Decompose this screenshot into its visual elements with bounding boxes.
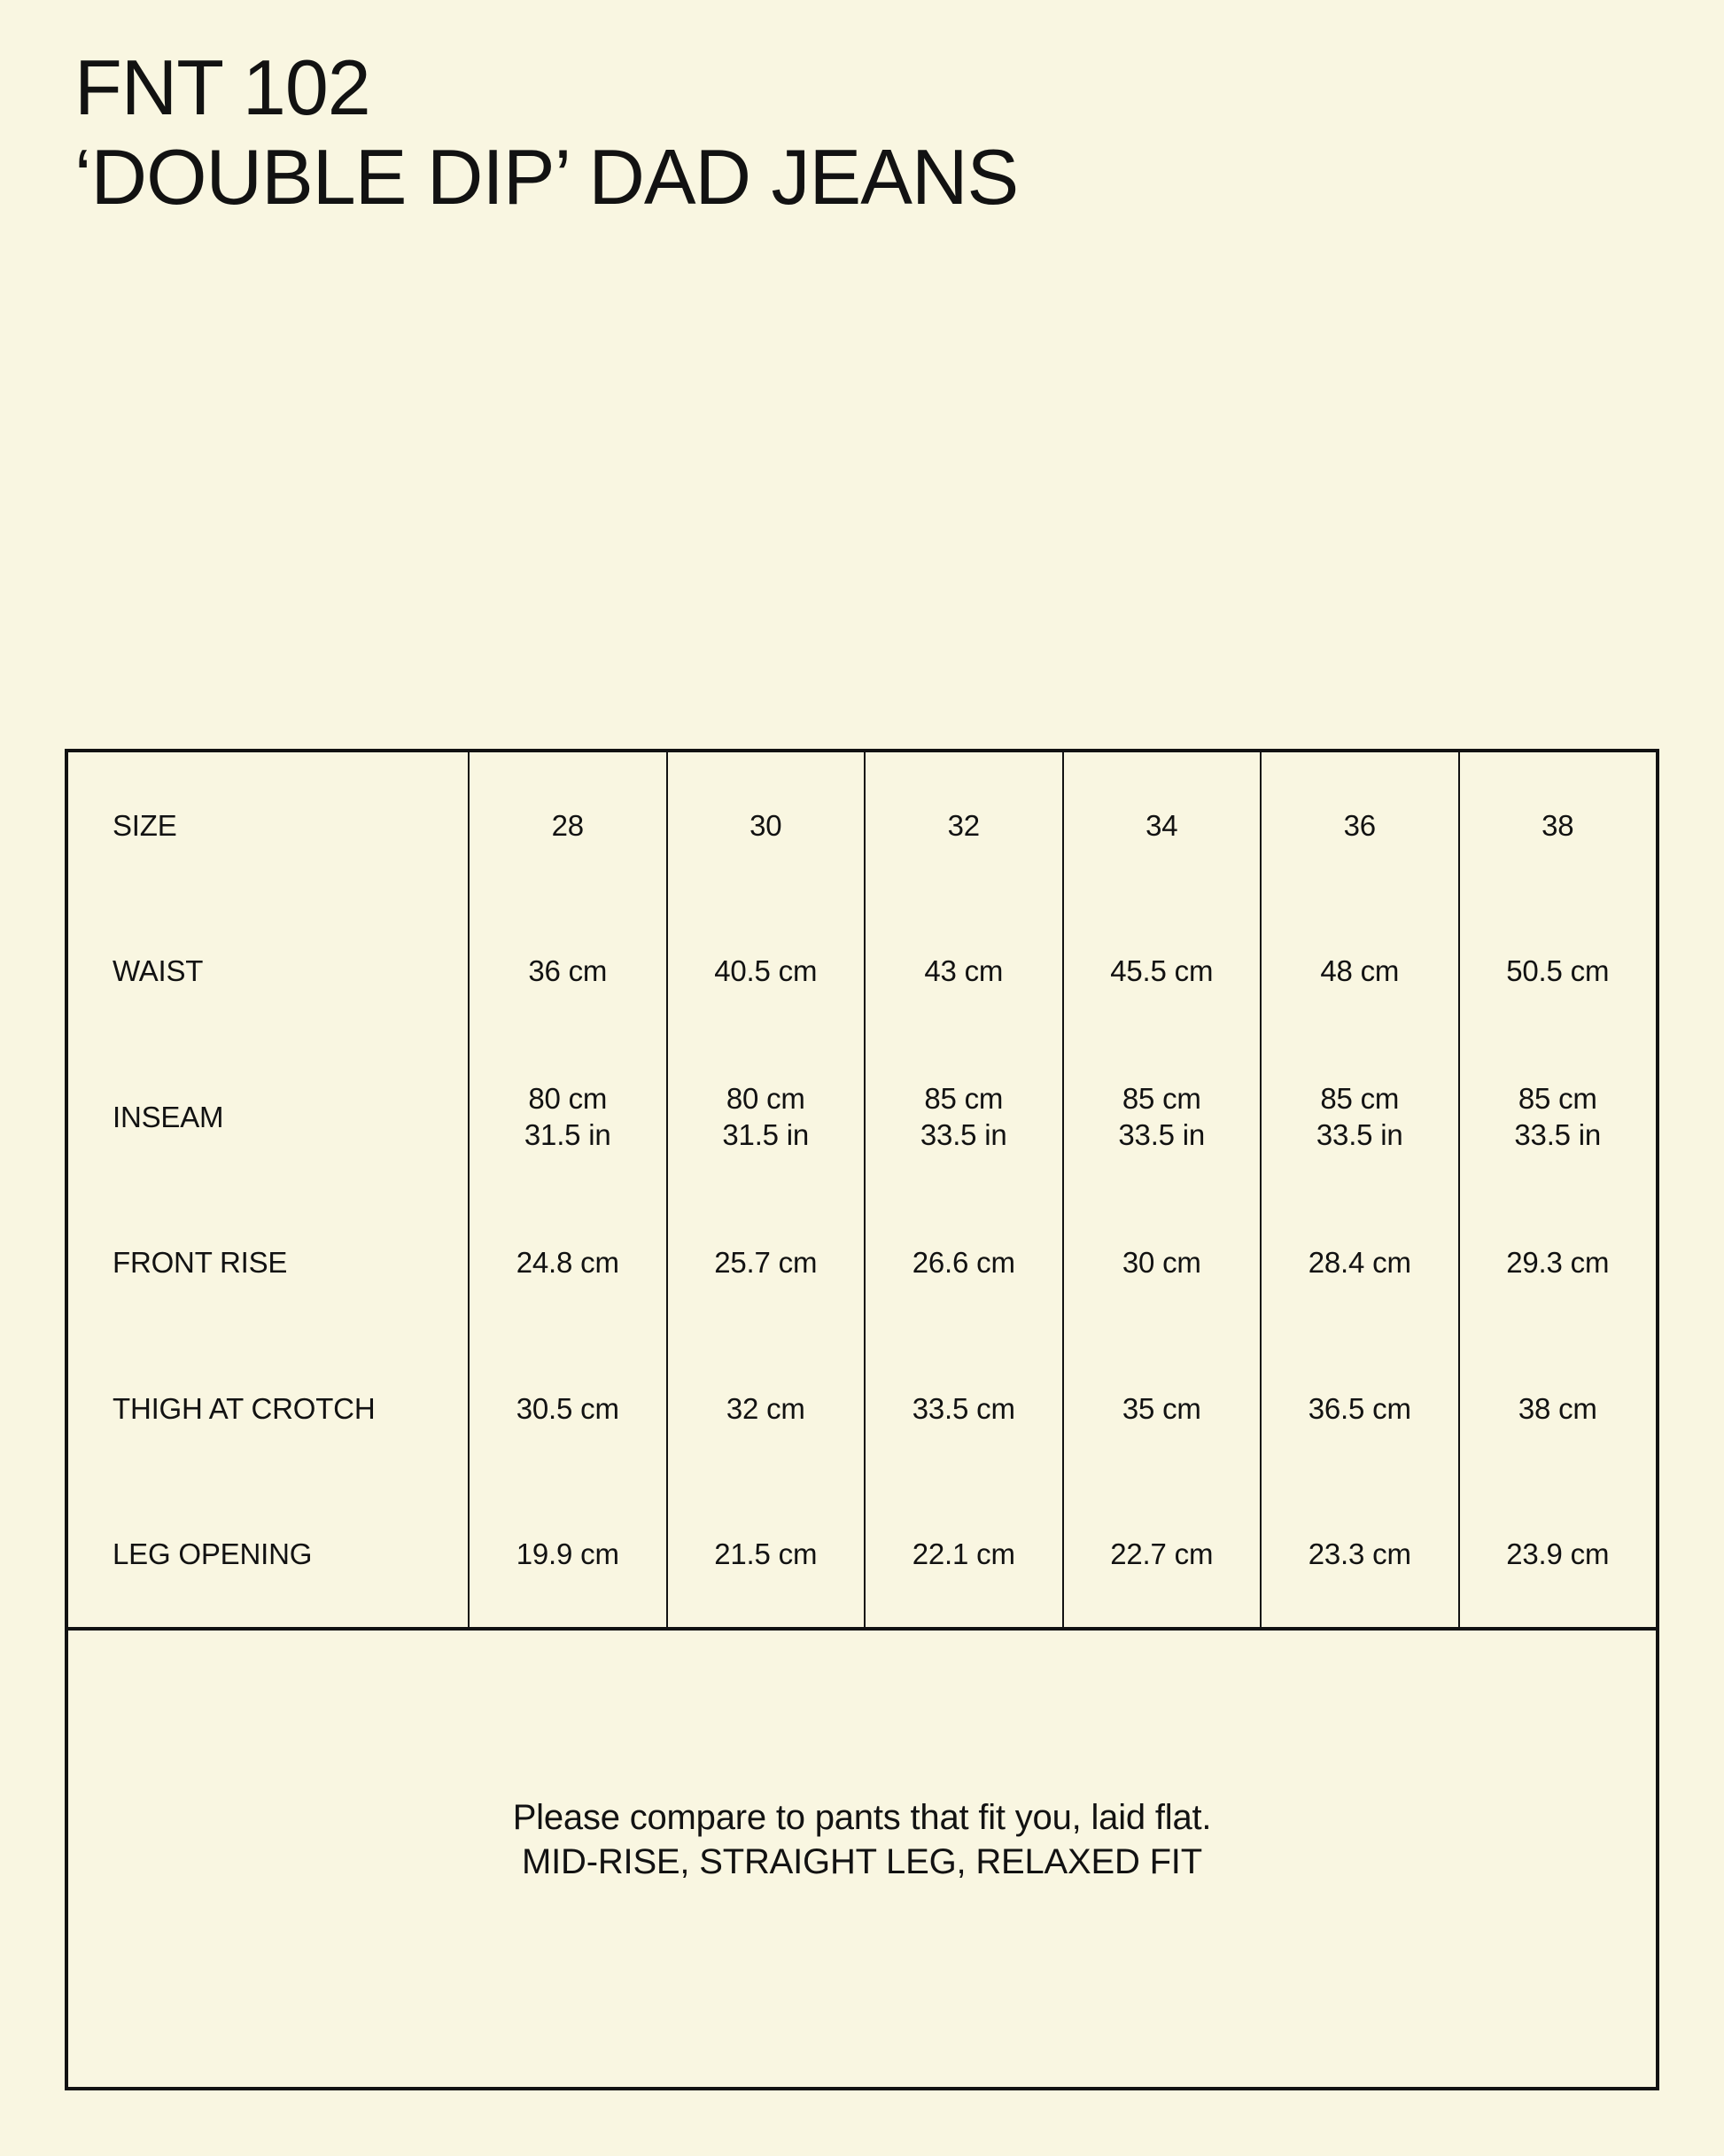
row-label-text: THIGH AT CROTCH xyxy=(113,1391,376,1425)
table-cell xyxy=(1458,1335,1657,1482)
row-label-front-rise xyxy=(68,1190,468,1336)
table-cell xyxy=(666,1335,865,1482)
row-label-text: FRONT RISE xyxy=(113,1246,288,1280)
table-cell xyxy=(666,1190,865,1336)
cell-value: 36 xyxy=(1343,808,1376,842)
table-cell xyxy=(666,752,865,899)
cell-value: 22.1 cm xyxy=(912,1537,1015,1571)
table-row-inseam xyxy=(68,1044,1656,1190)
table-cell xyxy=(1062,899,1261,1045)
table-cell xyxy=(468,1044,666,1190)
cell-value: 32 cm xyxy=(726,1391,805,1425)
row-label-text: WAIST xyxy=(113,954,204,988)
cell-value: 28.4 cm xyxy=(1308,1246,1411,1280)
cell-value: 48 cm xyxy=(1320,954,1400,988)
table-cell xyxy=(864,899,1062,1045)
cell-value: 21.5 cm xyxy=(714,1537,818,1571)
cell-value: 30 xyxy=(749,808,782,842)
table-cell xyxy=(468,1482,666,1628)
table-cell xyxy=(1062,1190,1261,1336)
row-label-size xyxy=(68,752,468,899)
cell-value: 36 cm xyxy=(528,954,608,988)
size-chart-table xyxy=(65,749,1659,2090)
table-cell xyxy=(1260,752,1458,899)
fit-note-box xyxy=(68,1631,1656,2087)
table-cell xyxy=(666,1044,865,1190)
cell-value-cm: 80 cm xyxy=(726,1082,805,1116)
fit-note-line1: Please compare to pants that fit you, laid flat. xyxy=(512,1797,1212,1837)
fit-note-line2: MID-RISE, STRAIGHT LEG, RELAXED FIT xyxy=(522,1841,1202,1881)
table-cell xyxy=(468,899,666,1045)
cell-value-in: 33.5 in xyxy=(920,1118,1007,1152)
table-cell xyxy=(1458,1044,1657,1190)
cell-value-in: 31.5 in xyxy=(524,1118,611,1152)
table-cell xyxy=(666,899,865,1045)
size-chart-grid xyxy=(68,752,1656,1631)
row-label-waist xyxy=(68,899,468,1045)
table-cell xyxy=(864,752,1062,899)
table-cell xyxy=(1260,1044,1458,1190)
table-cell xyxy=(1458,1482,1657,1628)
cell-value: 34 xyxy=(1145,808,1178,842)
cell-value-in: 33.5 in xyxy=(1514,1118,1602,1152)
cell-value-in: 33.5 in xyxy=(1118,1118,1206,1152)
cell-value-cm: 85 cm xyxy=(924,1082,1004,1116)
table-cell xyxy=(666,1482,865,1628)
table-cell xyxy=(1062,1482,1261,1628)
row-label-inseam xyxy=(68,1044,468,1190)
table-cell xyxy=(1260,1190,1458,1336)
table-cell xyxy=(1260,1482,1458,1628)
table-cell xyxy=(864,1335,1062,1482)
cell-value: 23.9 cm xyxy=(1506,1537,1610,1571)
cell-value: 35 cm xyxy=(1122,1391,1201,1425)
cell-value: 30.5 cm xyxy=(516,1391,619,1425)
cell-value: 30 cm xyxy=(1122,1246,1201,1280)
cell-value: 22.7 cm xyxy=(1110,1537,1214,1571)
row-label-text: SIZE xyxy=(113,808,177,842)
product-name: ‘DOUBLE DIP’ DAD JEANS xyxy=(74,133,1019,221)
cell-value: 32 xyxy=(947,808,980,842)
table-cell xyxy=(1260,1335,1458,1482)
table-cell xyxy=(468,1335,666,1482)
cell-value: 29.3 cm xyxy=(1506,1246,1610,1280)
cell-value: 40.5 cm xyxy=(714,954,818,988)
cell-value-in: 31.5 in xyxy=(722,1118,810,1152)
cell-value-cm: 85 cm xyxy=(1320,1082,1400,1116)
table-row-leg-opening xyxy=(68,1482,1656,1628)
cell-value-cm: 85 cm xyxy=(1122,1082,1201,1116)
cell-value: 19.9 cm xyxy=(516,1537,619,1571)
product-code: FNT 102 xyxy=(74,43,370,131)
cell-value-in: 33.5 in xyxy=(1316,1118,1403,1152)
table-cell xyxy=(1458,899,1657,1045)
cell-value: 50.5 cm xyxy=(1506,954,1610,988)
table-cell xyxy=(1062,1335,1261,1482)
table-cell xyxy=(1062,1044,1261,1190)
cell-value: 28 xyxy=(551,808,584,842)
table-row-size xyxy=(68,752,1656,899)
cell-value: 45.5 cm xyxy=(1110,954,1214,988)
page-title xyxy=(74,43,1018,222)
table-row-waist xyxy=(68,899,1656,1045)
cell-value: 26.6 cm xyxy=(912,1246,1015,1280)
table-cell xyxy=(1062,752,1261,899)
table-cell xyxy=(864,1190,1062,1336)
cell-value: 33.5 cm xyxy=(912,1391,1015,1425)
table-cell xyxy=(468,1190,666,1336)
row-label-text: INSEAM xyxy=(113,1100,224,1133)
cell-value: 38 cm xyxy=(1518,1391,1597,1425)
cell-value: 36.5 cm xyxy=(1308,1391,1411,1425)
cell-value: 38 xyxy=(1542,808,1574,842)
cell-value: 23.3 cm xyxy=(1308,1537,1411,1571)
row-label-text: LEG OPENING xyxy=(113,1537,313,1571)
cell-value: 24.8 cm xyxy=(516,1246,619,1280)
table-cell xyxy=(1458,1190,1657,1336)
cell-value-cm: 85 cm xyxy=(1518,1082,1597,1116)
table-cell xyxy=(468,752,666,899)
row-label-thigh-at-crotch xyxy=(68,1335,468,1482)
table-row-thigh-at-crotch xyxy=(68,1335,1656,1482)
row-label-leg-opening xyxy=(68,1482,468,1628)
table-row-front-rise xyxy=(68,1190,1656,1336)
cell-value-cm: 80 cm xyxy=(528,1082,608,1116)
table-cell xyxy=(1260,899,1458,1045)
cell-value: 43 cm xyxy=(924,954,1004,988)
cell-value: 25.7 cm xyxy=(714,1246,818,1280)
table-cell xyxy=(1458,752,1657,899)
table-cell xyxy=(864,1044,1062,1190)
table-cell xyxy=(864,1482,1062,1628)
